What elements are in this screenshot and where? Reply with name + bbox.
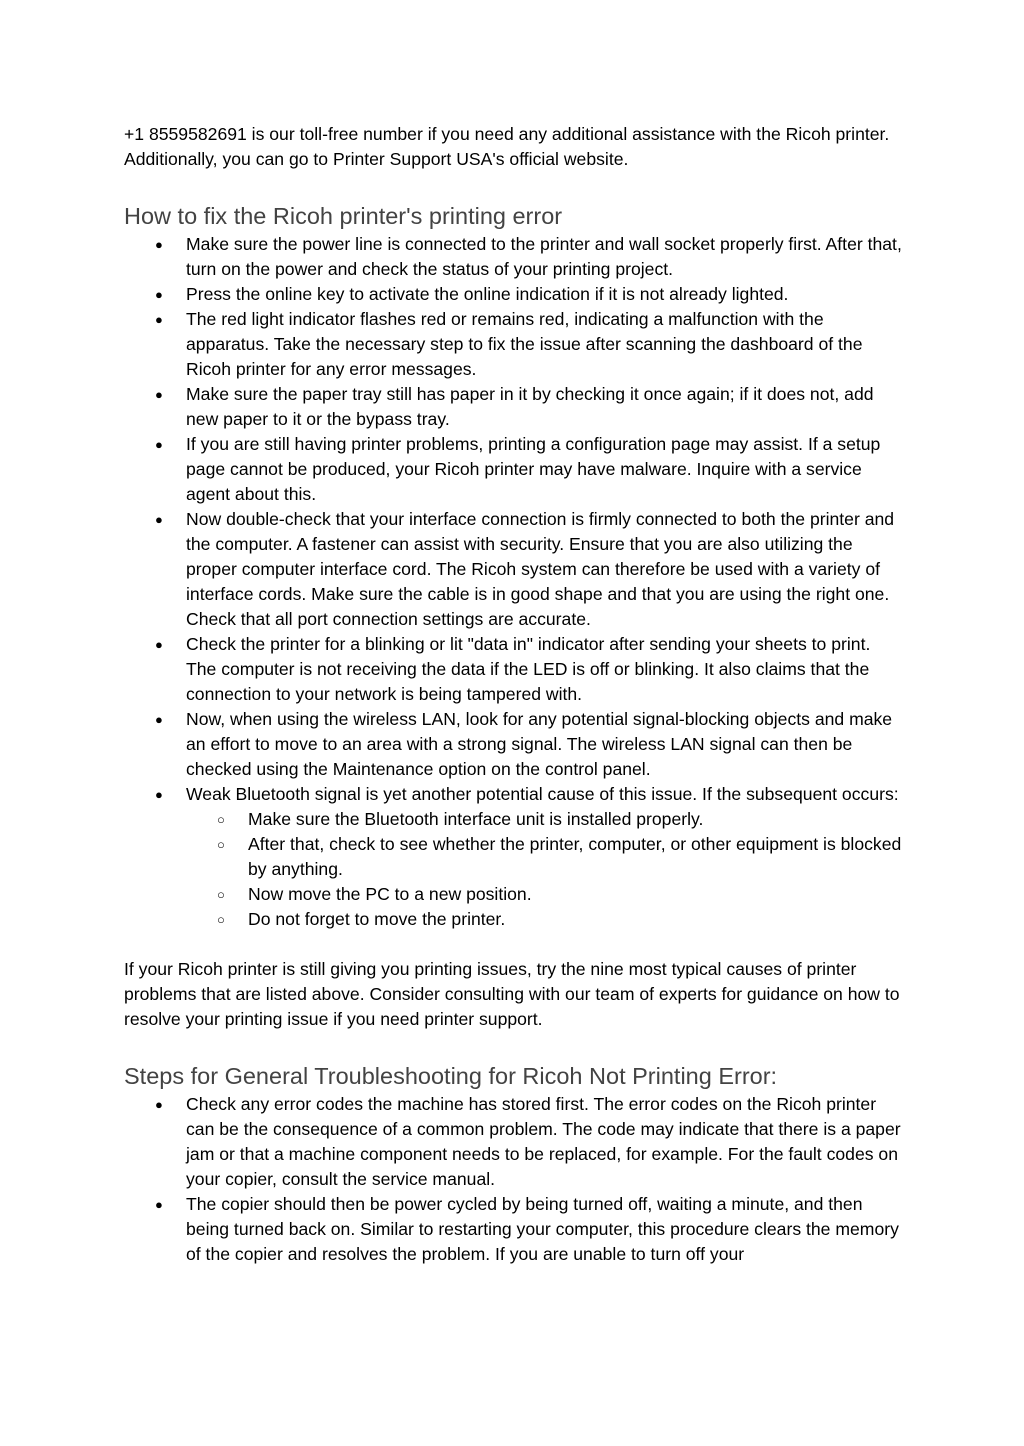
bullet-icon: ● bbox=[155, 512, 163, 527]
document-page bbox=[124, 122, 904, 1267]
sub-list-item bbox=[186, 807, 904, 832]
list-item bbox=[124, 232, 904, 282]
list-item-text: Weak Bluetooth signal is yet another potential cause of this issue. If the subsequent occurs: bbox=[186, 784, 899, 804]
sub-list-item-text: Do not forget to move the printer. bbox=[248, 909, 506, 929]
list-item-text: If you are still having printer problems, printing a configuration page may assist. If a setup page cannot be produced, your Ricoh printer may have malware. Inquire with a service agent about this. bbox=[186, 434, 881, 504]
sub-list-item-text: Make sure the Bluetooth interface unit is installed properly. bbox=[248, 809, 704, 829]
sub-list-item bbox=[186, 832, 904, 882]
bullet-icon: ● bbox=[155, 312, 163, 327]
bluetooth-sub-list bbox=[186, 807, 904, 932]
list-item bbox=[124, 707, 904, 782]
list-item bbox=[124, 282, 904, 307]
bullet-icon: ● bbox=[155, 237, 163, 252]
list-item bbox=[124, 507, 904, 632]
bullet-icon: ● bbox=[155, 1097, 163, 1112]
intro-paragraph: +1 8559582691 is our toll-free number if you need any additional assistance with the Ricoh printer. Additionally, you can go to Printer Support USA's official website. bbox=[124, 124, 890, 169]
list-item-text: Make sure the power line is connected to the printer and wall socket properly first. After that, turn on the power and check the status of your printing project. bbox=[186, 234, 902, 279]
list-item-text: Now, when using the wireless LAN, look for any potential signal-blocking objects and make an effort to move to an area with a strong signal. The wireless LAN signal can then be checked using the Maintenance option on the control panel. bbox=[186, 709, 893, 779]
list-item bbox=[124, 307, 904, 382]
sub-list-item bbox=[186, 882, 904, 907]
list-item bbox=[124, 1092, 904, 1192]
troubleshooting-steps-list bbox=[124, 1092, 904, 1267]
bullet-icon: ● bbox=[155, 437, 163, 452]
sub-list-item bbox=[186, 907, 904, 932]
list-item bbox=[124, 632, 904, 707]
list-item-text: The copier should then be power cycled by being turned off, waiting a minute, and then being turned back on. Similar to restarting your computer, this procedure clears the memory of the copier and resolves the problem. If you are unable to turn off your bbox=[186, 1194, 899, 1264]
list-item bbox=[124, 432, 904, 507]
sub-list-item-text: Now move the PC to a new position. bbox=[248, 884, 532, 904]
section-heading-fix-printing-error: How to fix the Ricoh printer's printing error bbox=[124, 203, 563, 229]
bullet-icon: ● bbox=[155, 712, 163, 727]
sub-bullet-icon: ○ bbox=[217, 837, 225, 852]
sub-bullet-icon: ○ bbox=[217, 912, 225, 927]
sub-bullet-icon: ○ bbox=[217, 887, 225, 902]
bullet-icon: ● bbox=[155, 1197, 163, 1212]
list-item-text: Check any error codes the machine has stored first. The error codes on the Ricoh printer can be the consequence of a common problem. The code may indicate that there is a paper jam or that a machine component needs to be replaced, for example. For the fault codes on your copier, consult the service manual. bbox=[186, 1094, 901, 1189]
bullet-icon: ● bbox=[155, 787, 163, 802]
bullet-icon: ● bbox=[155, 637, 163, 652]
list-item-text: Make sure the paper tray still has paper in it by checking it once again; if it does not, add new paper to it or the bypass tray. bbox=[186, 384, 874, 429]
bullet-icon: ● bbox=[155, 287, 163, 302]
summary-paragraph: If your Ricoh printer is still giving you printing issues, try the nine most typical causes of printer problems that are listed above. Consider consulting with our team of experts for guidance on how to resolve your printing issue if you need printer support. bbox=[124, 959, 900, 1029]
section-heading-general-troubleshooting: Steps for General Troubleshooting for Ricoh Not Printing Error: bbox=[124, 1063, 778, 1089]
list-item bbox=[124, 1192, 904, 1267]
list-item-text: Check the printer for a blinking or lit "data in" indicator after sending your sheets to print. The computer is not receiving the data if the LED is off or blinking. It also claims that the connection to your network is being tampered with. bbox=[186, 634, 871, 704]
list-item bbox=[124, 382, 904, 432]
sub-bullet-icon: ○ bbox=[217, 812, 225, 827]
list-item bbox=[124, 782, 904, 932]
list-item-text: Press the online key to activate the online indication if it is not already lighted. bbox=[186, 284, 789, 304]
bullet-icon: ● bbox=[155, 387, 163, 402]
fix-steps-list bbox=[124, 232, 904, 932]
sub-list-item-text: After that, check to see whether the printer, computer, or other equipment is blocked by anything. bbox=[248, 834, 902, 879]
list-item-text: The red light indicator flashes red or remains red, indicating a malfunction with the apparatus. Take the necessary step to fix the issue after scanning the dashboard of the Ricoh printer for any error messages. bbox=[186, 309, 863, 379]
list-item-text: Now double-check that your interface connection is firmly connected to both the printer and the computer. A fastener can assist with security. Ensure that you are also utilizing the proper computer interface cord. The Ricoh system can therefore be used with a variety of interface cords. Make sure the cable is in good shape and that you are using the right one. Check that all port connection settings are accurate. bbox=[186, 509, 895, 629]
